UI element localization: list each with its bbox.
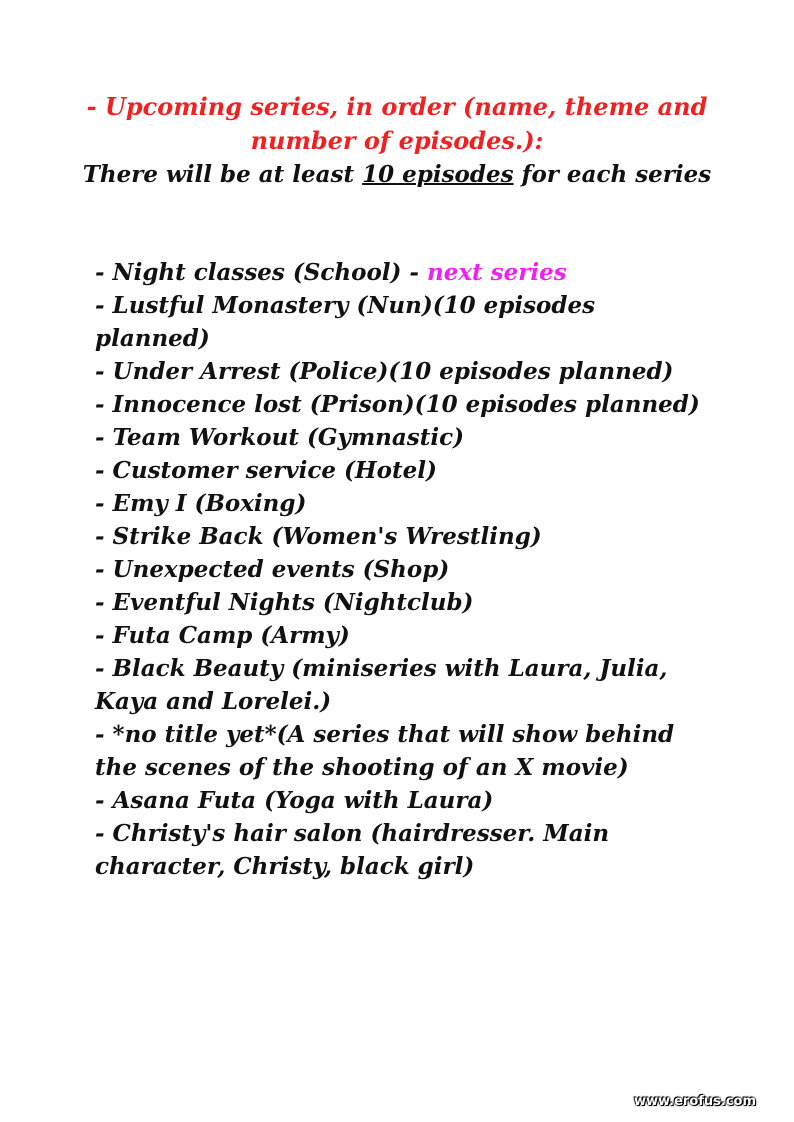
- list-item: [95, 256, 715, 289]
- list-item: - Lustful Monastery (Nun)(10 episodes planned): [95, 292, 596, 352]
- subtitle-episode-count: 10 episodes: [362, 161, 514, 188]
- list-item: - Futa Camp (Army): [95, 622, 350, 649]
- subtitle: [60, 158, 734, 192]
- site-watermark: www.erofus.com: [633, 1094, 757, 1109]
- list-item: - Unexpected events (Shop): [95, 556, 450, 583]
- list-item: - Customer service (Hotel): [95, 457, 437, 484]
- next-series-tag: next series: [426, 259, 567, 286]
- list-item: - Team Workout (Gymnastic): [95, 424, 464, 451]
- list-item: - Under Arrest (Police)(10 episodes planned): [95, 358, 674, 385]
- list-item: - Innocence lost (Prison)(10 episodes planned): [95, 391, 700, 418]
- list-item: - Emy I (Boxing): [95, 490, 307, 517]
- list-item: - Strike Back (Women's Wrestling): [95, 523, 542, 550]
- list-item: - *no title yet*(A series that will show behind the scenes of the shooting of an X movie): [95, 721, 675, 781]
- series-list: [95, 256, 715, 883]
- subtitle-after: for each series: [513, 161, 712, 188]
- page-heading: - Upcoming series, in order (name, theme and number of episodes.):: [86, 92, 708, 155]
- list-item: - Black Beauty (miniseries with Laura, Julia, Kaya and Lorelei.): [95, 655, 668, 715]
- list-item: - Asana Futa (Yoga with Laura): [95, 787, 494, 814]
- series-item-text: - Night classes (School) -: [95, 259, 427, 286]
- list-item: - Christy's hair salon (hairdresser. Main character, Christy, black girl): [95, 820, 610, 880]
- list-item: - Eventful Nights (Nightclub): [95, 589, 474, 616]
- subtitle-before: There will be at least: [82, 161, 363, 188]
